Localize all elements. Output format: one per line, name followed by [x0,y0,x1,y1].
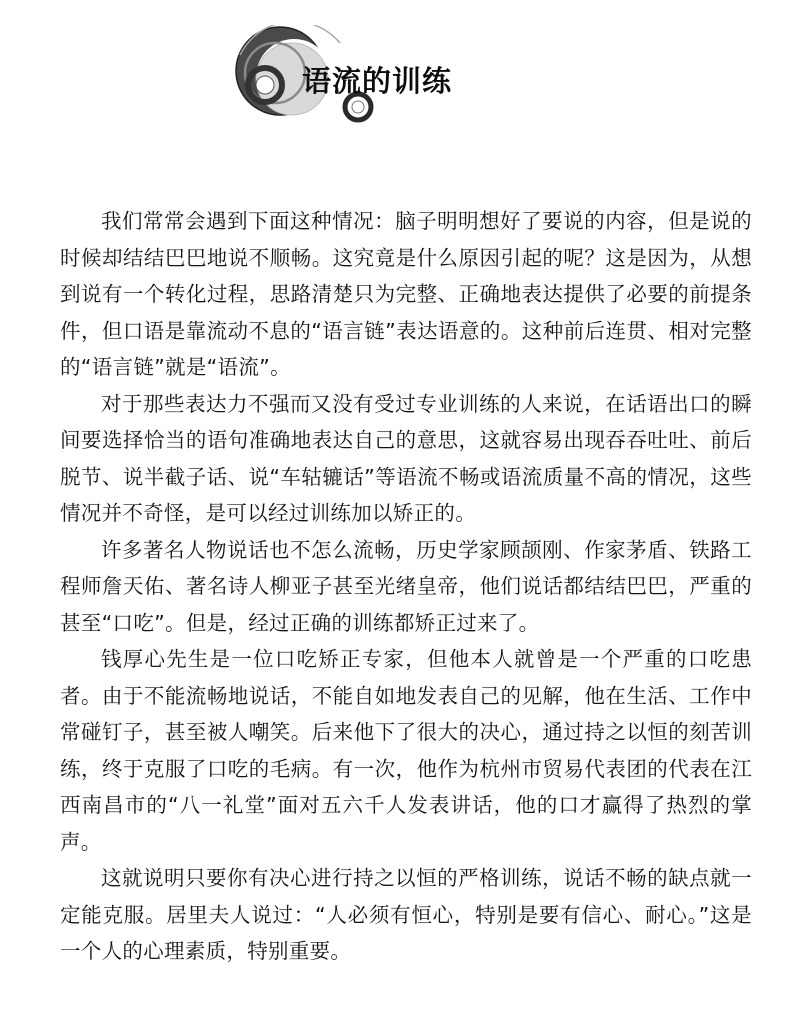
paragraph: 许多著名人物说话也不怎么流畅，历史学家顾颉刚、作家茅盾、铁路工程师詹天佑、著名诗人柳亚子甚至光绪皇帝，他们说话都结结巴巴，严重的甚至“口吃”。但是，经过正确的训练都矫正过来了。 [60,537,752,635]
page-title: 语流的训练 [302,64,453,98]
article-body [60,203,752,970]
section-header [220,25,550,135]
paragraph: 钱厚心先生是一位口吃矫正专家，但他本人就曾是一个严重的口吃患者。由于不能流畅地说话，不能自如地发表自己的见解，他在生活、工作中常碰钉子，甚至被人嘲笑。后来他下了很大的决心，通过持之以恒的刻苦训练，终于克服了口吃的毛病。有一次，他作为杭州市贸易代表团的代表在江西南昌市的“八一礼堂”面对五六千人发表讲话，他的口才赢得了热烈的掌声。 [60,647,752,854]
paragraph: 对于那些表达力不强而又没有受过专业训练的人来说，在话语出口的瞬间要选择恰当的语句准确地表达自己的意思，这就容易出现吞吞吐吐、前后脱节、说半截子话、说“车轱辘话”等语流不畅或语流质量不高的情况，这些情况并不奇怪，是可以经过训练加以矫正的。 [60,391,752,525]
paragraph: 这就说明只要你有决心进行持之以恒的严格训练，说话不畅的缺点就一定能克服。居里夫人说过：“人必须有恒心，特别是要有信心、耐心。”这是一个人的心理素质，特别重要。 [60,866,752,963]
paragraph: 我们常常会遇到下面这种情况：脑子明明想好了要说的内容，但是说的时候却结结巴巴地说不顺畅。这究竟是什么原因引起的呢？这是因为，从想到说有一个转化过程，思路清楚只为完整、正确地表达提供了必要的前提条件，但口语是靠流动不息的“语言链”表达语意的。这种前后连贯、相对完整的“语言链”就是“语流”。 [60,209,752,379]
